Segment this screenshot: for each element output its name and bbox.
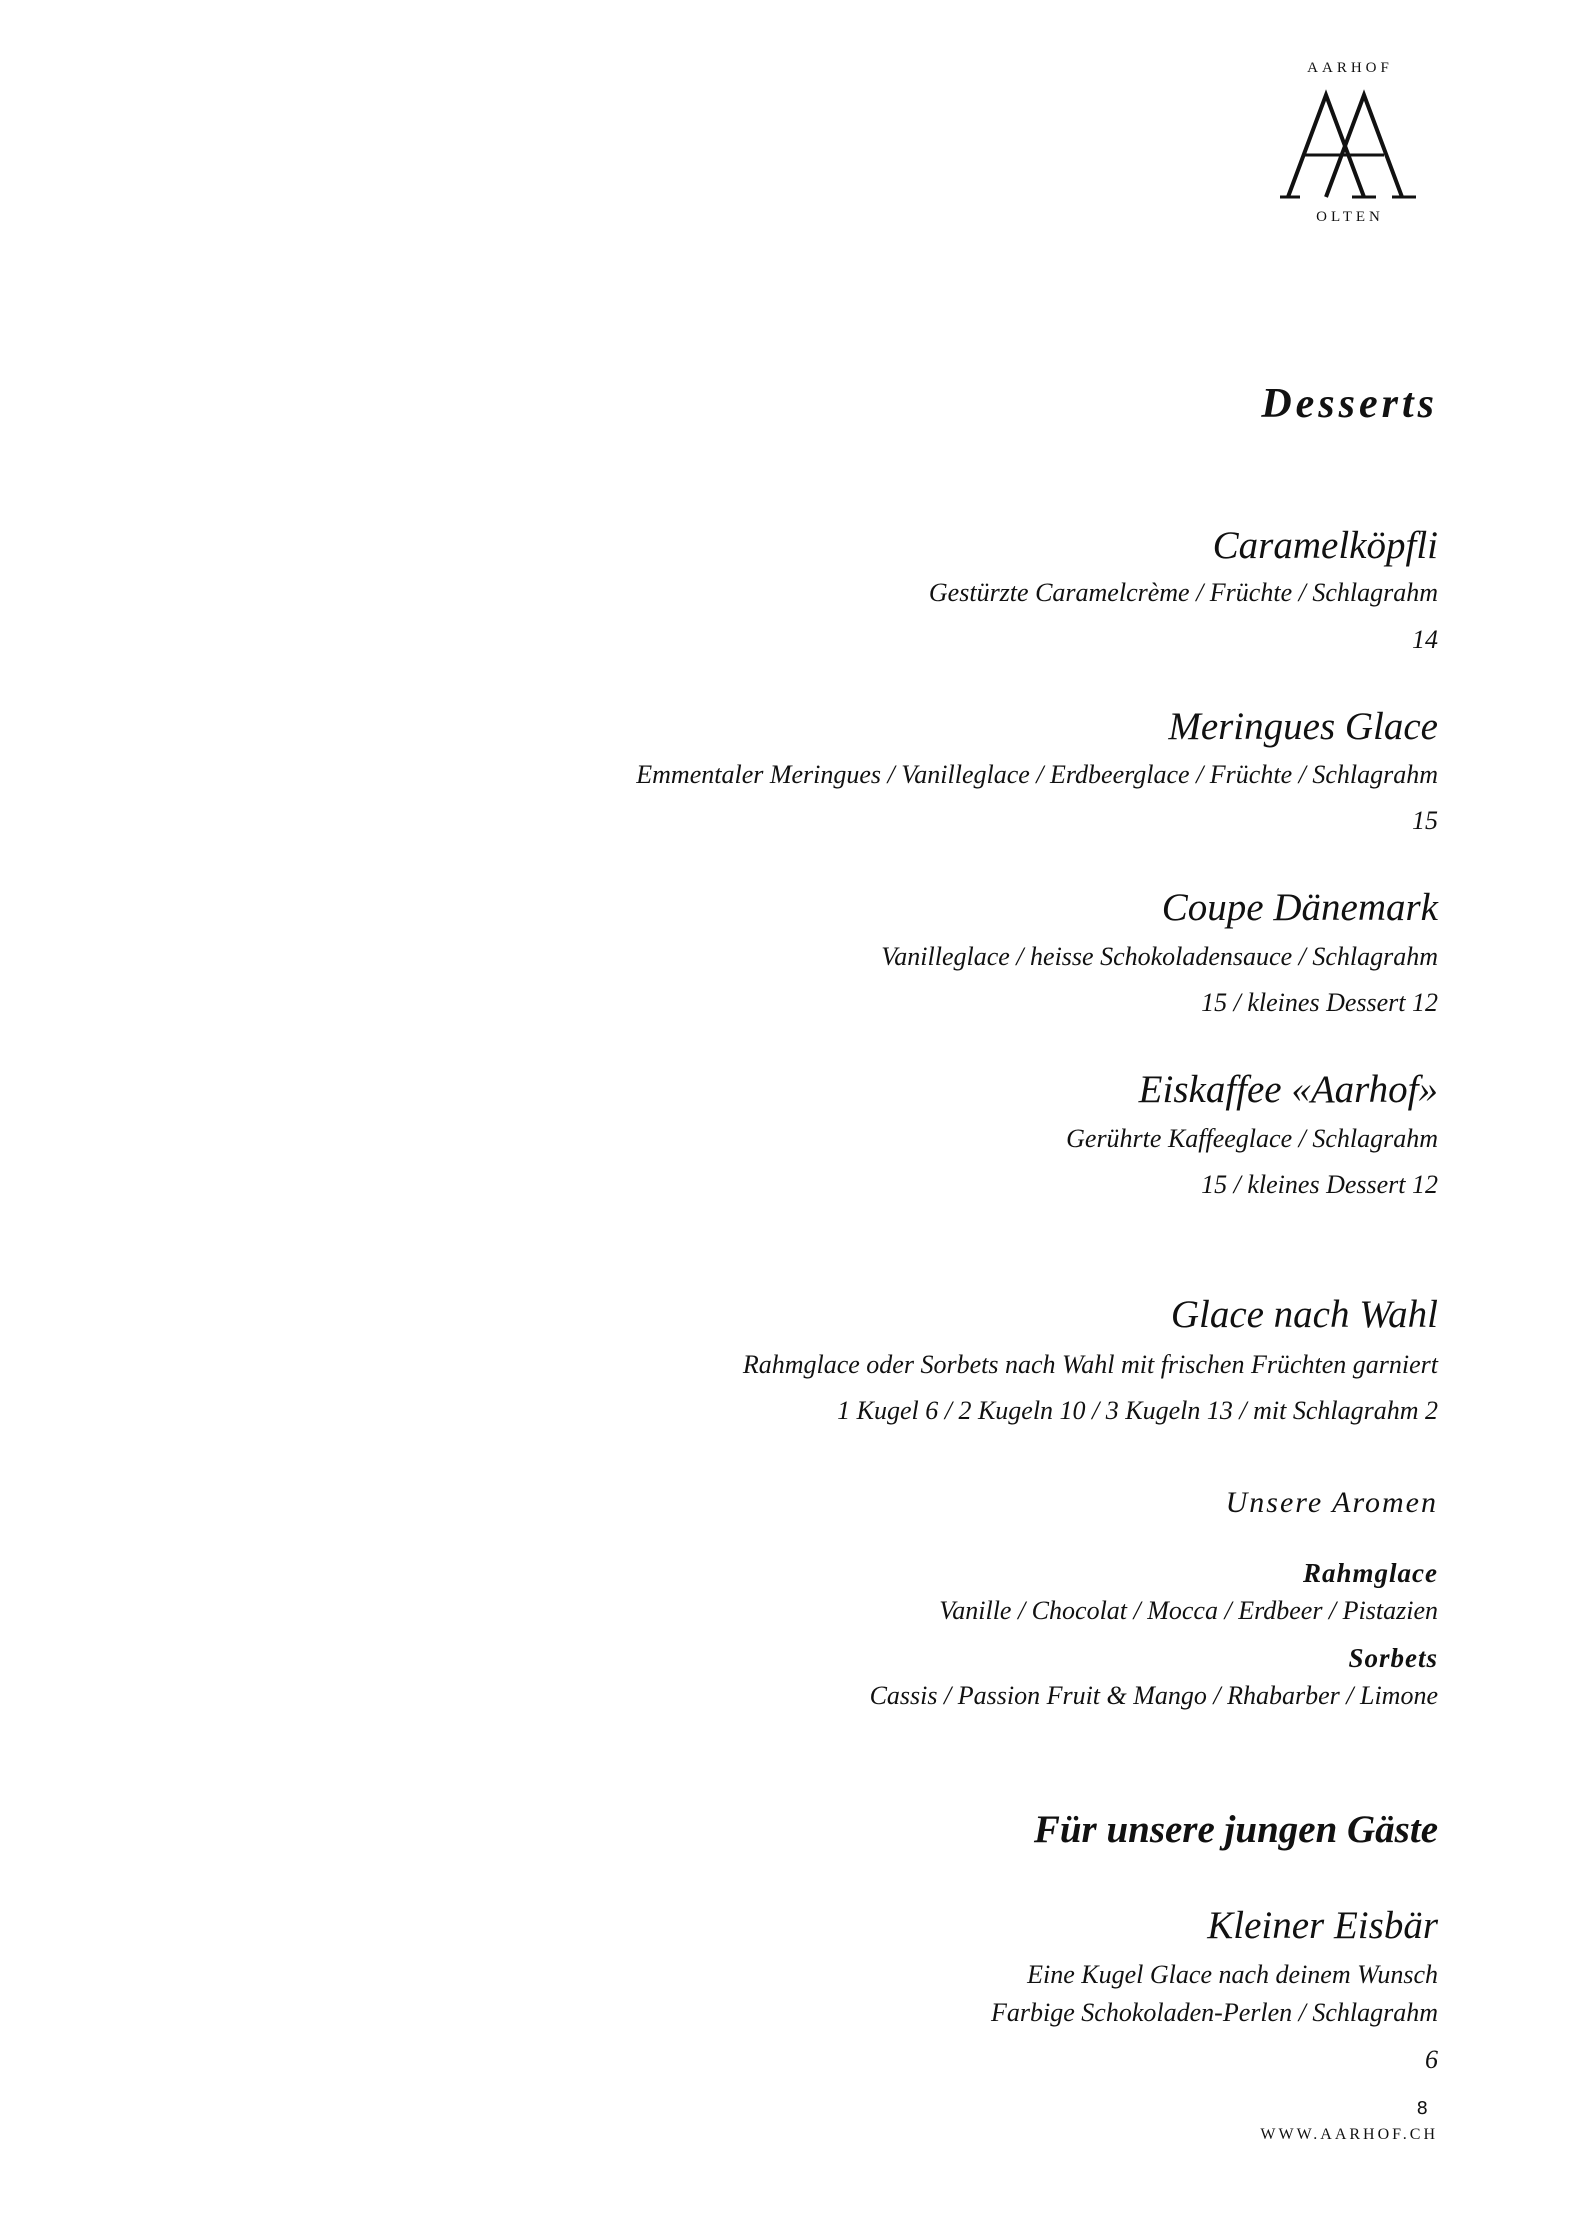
section-title-desserts: Desserts	[1261, 381, 1438, 427]
item-description: Gerührte Kaffeeglace / Schlagrahm	[1066, 1124, 1438, 1153]
website-link[interactable]: WWW.AARHOF.CH	[1260, 2126, 1438, 2143]
page-number: 8	[1416, 2098, 1428, 2119]
kids-item-title: Kleiner Eisbär	[1207, 1904, 1438, 1947]
glace-description: Rahmglace oder Sorbets nach Wahl mit frischen Früchten garniert	[742, 1350, 1438, 1379]
sorbets-heading: Sorbets	[1348, 1643, 1438, 1673]
kids-section-title: Für unsere jungen Gäste	[1033, 1808, 1438, 1851]
item-price: 14	[1412, 625, 1438, 654]
kids-description-line2: Farbige Schokoladen-Perlen / Schlagrahm	[991, 1998, 1438, 2027]
aromen-heading: Unsere Aromen	[1225, 1486, 1438, 1519]
rahmglace-list: Vanille / Chocolat / Mocca / Erdbeer / Pistazien	[939, 1596, 1438, 1625]
item-description: Gestürzte Caramelcrème / Früchte / Schlagrahm	[928, 578, 1438, 607]
item-title: Meringues Glace	[1168, 705, 1438, 748]
kids-price: 6	[1425, 2045, 1438, 2074]
item-description: Emmentaler Meringues / Vanilleglace / Erdbeerglace / Früchte / Schlagrahm	[636, 760, 1438, 789]
sorbets-list: Cassis / Passion Fruit & Mango / Rhabarber / Limone	[869, 1681, 1438, 1710]
kids-description-line1: Eine Kugel Glace nach deinem Wunsch	[1027, 1960, 1438, 1989]
item-title: Eiskaffee «Aarhof»	[1138, 1068, 1438, 1111]
glace-title: Glace nach Wahl	[1170, 1293, 1438, 1336]
item-description: Vanilleglace / heisse Schokoladensauce / Schlagrahm	[881, 942, 1438, 971]
logo-bottom-text: OLTEN	[1316, 209, 1384, 225]
item-price: 15 / kleines Dessert 12	[1201, 1170, 1438, 1199]
item-title: Coupe Dänemark	[1161, 886, 1438, 929]
logo	[1270, 60, 1430, 226]
item-title: Caramelköpfli	[1212, 524, 1438, 567]
item-price: 15	[1412, 806, 1438, 835]
rahmglace-heading: Rahmglace	[1303, 1558, 1438, 1588]
item-price: 15 / kleines Dessert 12	[1201, 988, 1438, 1017]
logo-top-text: AARHOF	[1307, 60, 1393, 76]
aa-monogram-icon	[1280, 89, 1420, 201]
glace-price: 1 Kugel 6 / 2 Kugeln 10 / 3 Kugeln 13 / mit Schlagrahm 2	[837, 1396, 1438, 1425]
